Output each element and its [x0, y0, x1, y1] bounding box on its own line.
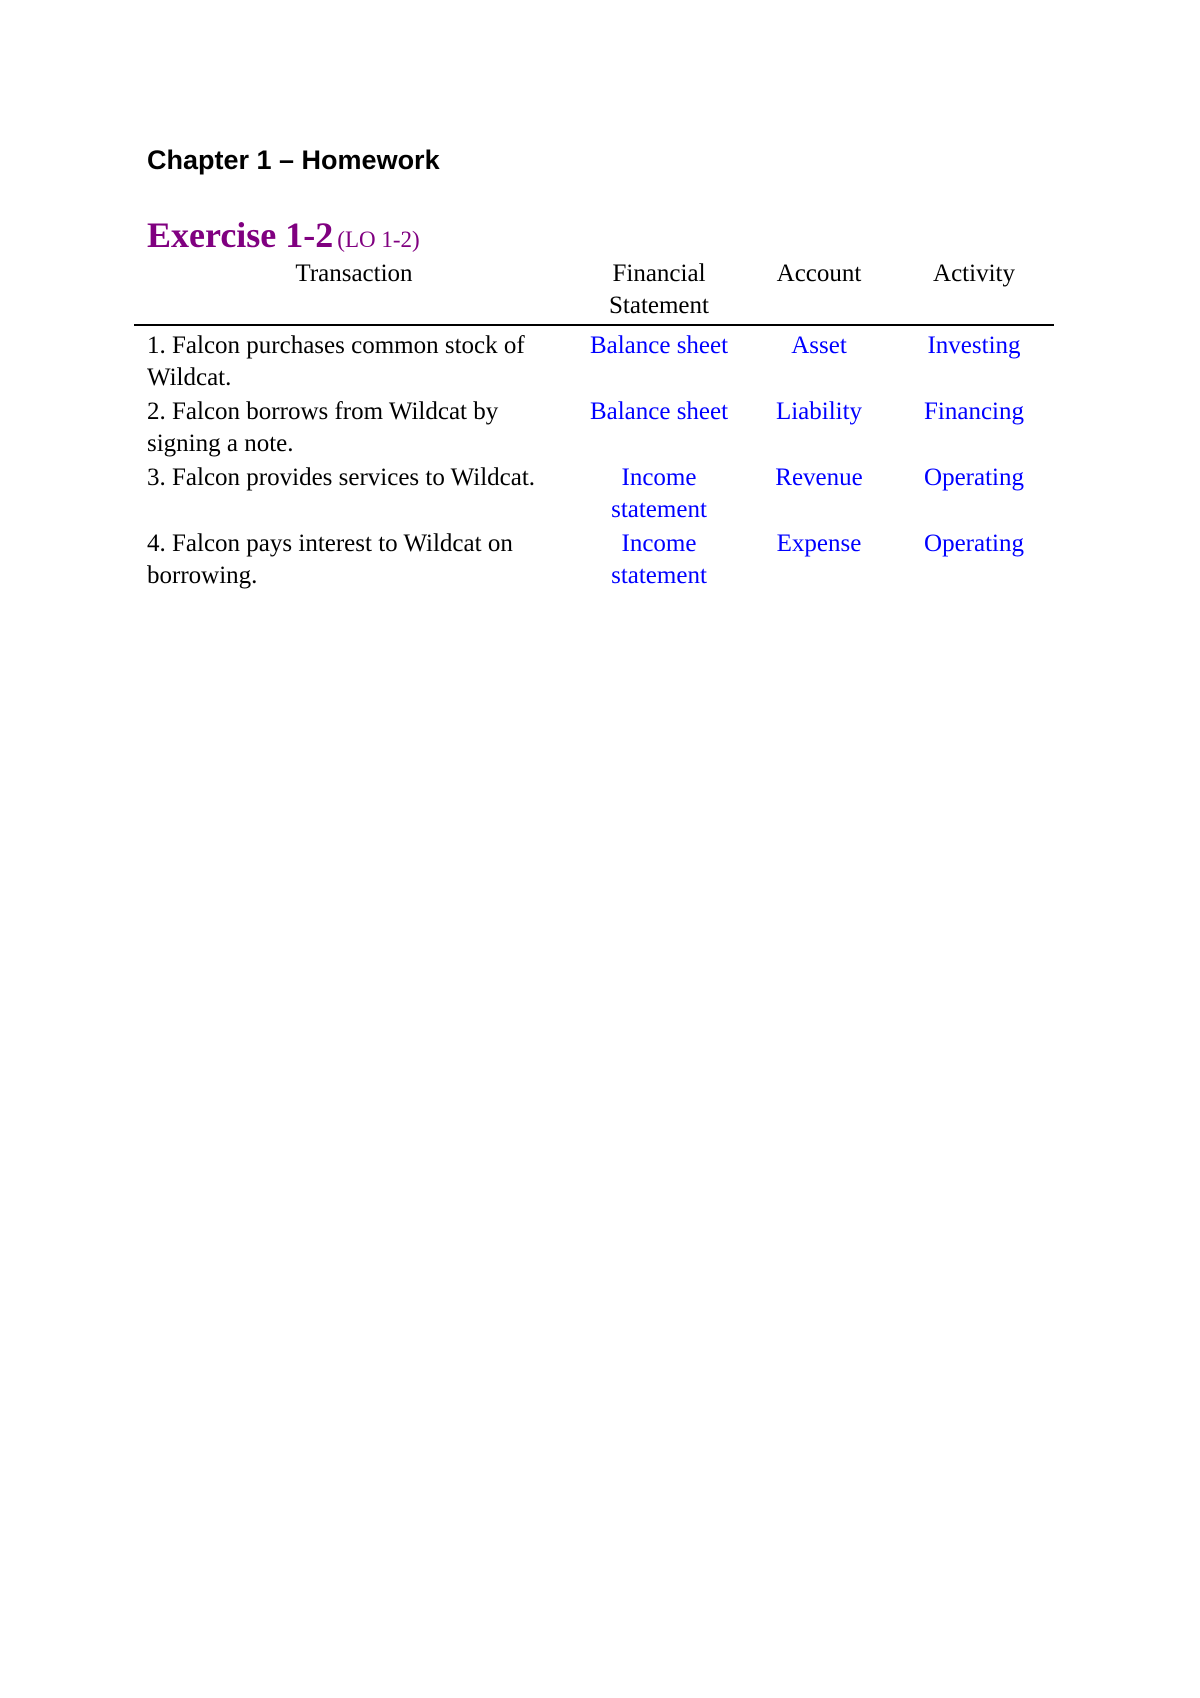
exercise-heading	[147, 214, 420, 256]
statement-cell: Balance sheet	[589, 332, 729, 359]
table-row	[134, 461, 1054, 527]
header-financial-statement-line1: Financial	[612, 260, 706, 287]
transaction-cell: 2. Falcon borrows from Wildcat by signing a note.	[147, 398, 499, 457]
table-row	[134, 527, 1054, 593]
transaction-cell: 3. Falcon provides services to Wildcat.	[147, 464, 536, 491]
statement-cell: Income statement	[611, 530, 707, 589]
chapter-title: Chapter 1 – Homework	[147, 145, 440, 175]
header-transaction: Transaction	[134, 258, 574, 325]
exercise-learning-objective: (LO 1-2)	[337, 227, 420, 252]
statement-cell: Balance sheet	[589, 398, 729, 425]
exercise-title: Exercise 1-2	[147, 215, 334, 255]
activity-cell: Operating	[924, 464, 1024, 491]
table-row	[134, 395, 1054, 461]
account-cell: Expense	[776, 530, 862, 557]
activity-cell: Investing	[927, 332, 1021, 359]
header-financial-statement-line2: Statement	[609, 292, 709, 319]
statement-cell: Income statement	[611, 464, 707, 523]
header-financial-statement	[574, 258, 744, 325]
header-activity: Activity	[894, 258, 1054, 325]
table-header-row	[134, 258, 1054, 325]
account-cell: Revenue	[775, 464, 863, 491]
homework-table	[134, 258, 1054, 593]
transaction-cell: 4. Falcon pays interest to Wildcat on borrowing.	[147, 530, 513, 589]
account-cell: Liability	[775, 398, 863, 425]
header-account: Account	[744, 258, 894, 325]
activity-cell: Operating	[924, 530, 1024, 557]
table-row	[134, 325, 1054, 395]
account-cell: Asset	[791, 332, 847, 359]
transaction-cell: 1. Falcon purchases common stock of Wildcat.	[147, 332, 525, 391]
activity-cell: Financing	[924, 398, 1024, 425]
